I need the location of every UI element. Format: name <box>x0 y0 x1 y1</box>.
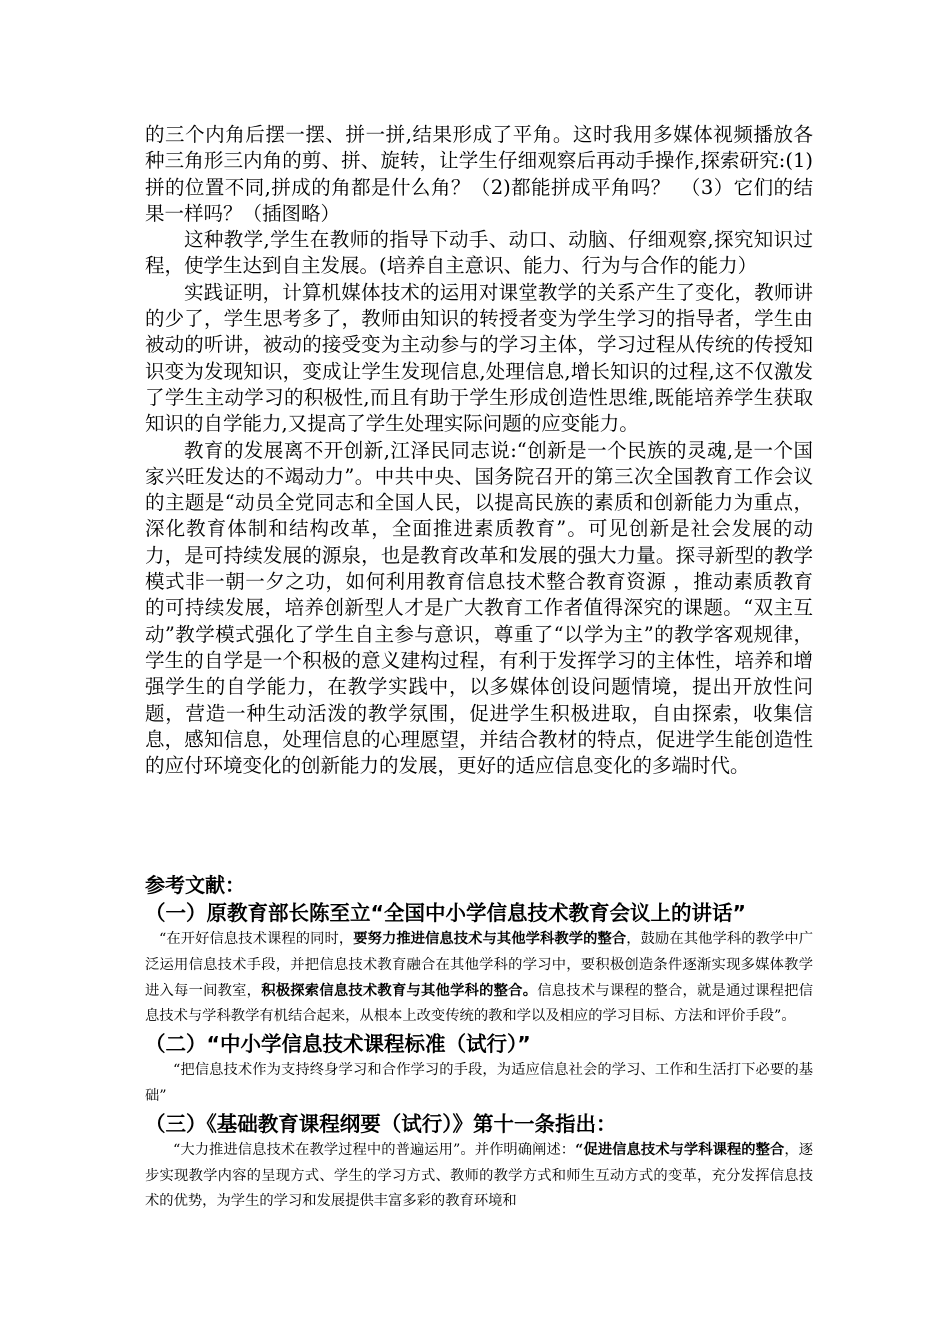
paragraph: 教育的发展离不开创新,江泽民同志说:“创新是一个民族的灵魂,是一个国家兴旺发达的不竭动力”。中共中央、国务院召开的第三次全国教育工作会议的主题是“动员全党同志和全国人民，以提高民族的素质和创新能力为重点，深化教育体制和结构改革，全面推进素质教育”。可见创新是社会发展的动力，是可持续发展的源泉，也是教育改革和发展的强大力量。探寻新型的教学模式非一朝一夕之功，如何利用教育信息技术整合教育资源 ，推动素质教育的可持续发展，培养创新型人才是广大教育工作者值得深究的课题。“双主互动”教学模式强化了学生自主参与意识，尊重了“以学为主”的教学客观规律，学生的自学是一个积极的意义建构过程，有利于发挥学习的主体性，培养和增强学生的自学能力，在教学实践中，以多媒体创设问题情境，提出开放性问题，营造一种生动活泼的教学氛围，促进学生积极进取，自由探索，收集信息，感知信息，处理信息的心理愿望，并结合教材的特点，促进学生能创造性的应付环境变化的创新能力的发展，更好的适应信息变化的多端时代。 <box>145 438 813 778</box>
references-title: 参考文献： <box>145 873 245 897</box>
reference-quote-3 <box>145 1138 813 1215</box>
reference-heading-2: （二）“中小学信息技术课程标准（试行）” <box>145 1032 531 1057</box>
paragraph: 实践证明，计算机媒体技术的运用对课堂教学的关系产生了变化，教师讲的少了，学生思考多了，教师由知识的转授者变为学生学习的指导者，学生由被动的听讲，被动的接受变为主动参与的学习主体，学习过程从传统的传授知识变为发现知识，变成让学生发现信息,处理信息,增长知识的过程,这不仅激发了学生主动学习的积极性,而且有助于学生形成创造性思维,既能培养学生获取知识的自学能力,又提高了学生处理实际问题的应变能力。 <box>145 280 813 436</box>
quote-emphasis: 积极探索信息技术教育与其他学科的整合。 <box>261 982 538 999</box>
quote-text: ，逐步实现教学内容的呈现方式、学生的学习方式、教师的教学方式和师生互动方式的变革，充分发挥信息技术的优势，为学生的学习和发展提供丰富多彩的教育环境和 <box>145 1141 813 1210</box>
quote-text: “在开好信息技术课程的同时， <box>159 931 354 947</box>
quote-text: 信息技术与课程的整合，就是通过课程把信息技术与学科教学有机结合起来，从根本上改变传统的教和学以及相应的学习目标、方法和评价手段”。 <box>145 982 814 1025</box>
references-section <box>145 872 813 1215</box>
quote-text: ，鼓励在其他学科的教学中广泛运用信息技术手段，并把信息技术教育融合在其他学科的学习中，要积极创造条件逐渐实现多媒体教学进入每一间教室， <box>145 931 813 999</box>
quote-emphasis: “促进信息技术与学科课程的整合 <box>575 1141 785 1158</box>
quote-text: “大力推进信息技术在教学过程中的普遍运用”。并作明确阐述： <box>173 1141 576 1158</box>
reference-quote-1 <box>145 927 813 1030</box>
reference-heading-3: （三）《基础教育课程纲要（试行）》第十一条指出： <box>145 1111 617 1136</box>
body-text <box>145 122 813 779</box>
quote-emphasis: 要努力推进信息技术与其他学科教学的整合 <box>353 931 627 947</box>
paragraph-continued: 的三个内角后摆一摆、拼一拼,结果形成了平角。这时我用多媒体视频播放各种三角形三内角的剪、拼、旋转，让学生仔细观察后再动手操作,探索研究:(1)拼的位置不同,拼成的角都是什么角？（2)都能拼成平角吗？ （3）它们的结果一样吗？（插图略） <box>145 123 813 225</box>
reference-quote-2 <box>145 1058 813 1110</box>
paragraph: 这种教学,学生在教师的指导下动手、动口、动脑、仔细观察,探究知识过程，使学生达到自主发展。(培养自主意识、能力、行为与合作的能力） <box>145 228 813 278</box>
quote-text: “把信息技术作为支持终身学习和合作学习的手段，为适应信息社会的学习、工作和生活打下必要的基础” <box>145 1062 813 1104</box>
reference-heading-1: （一）原教育部长陈至立“全国中小学信息技术教育会议上的讲话” <box>145 901 746 925</box>
